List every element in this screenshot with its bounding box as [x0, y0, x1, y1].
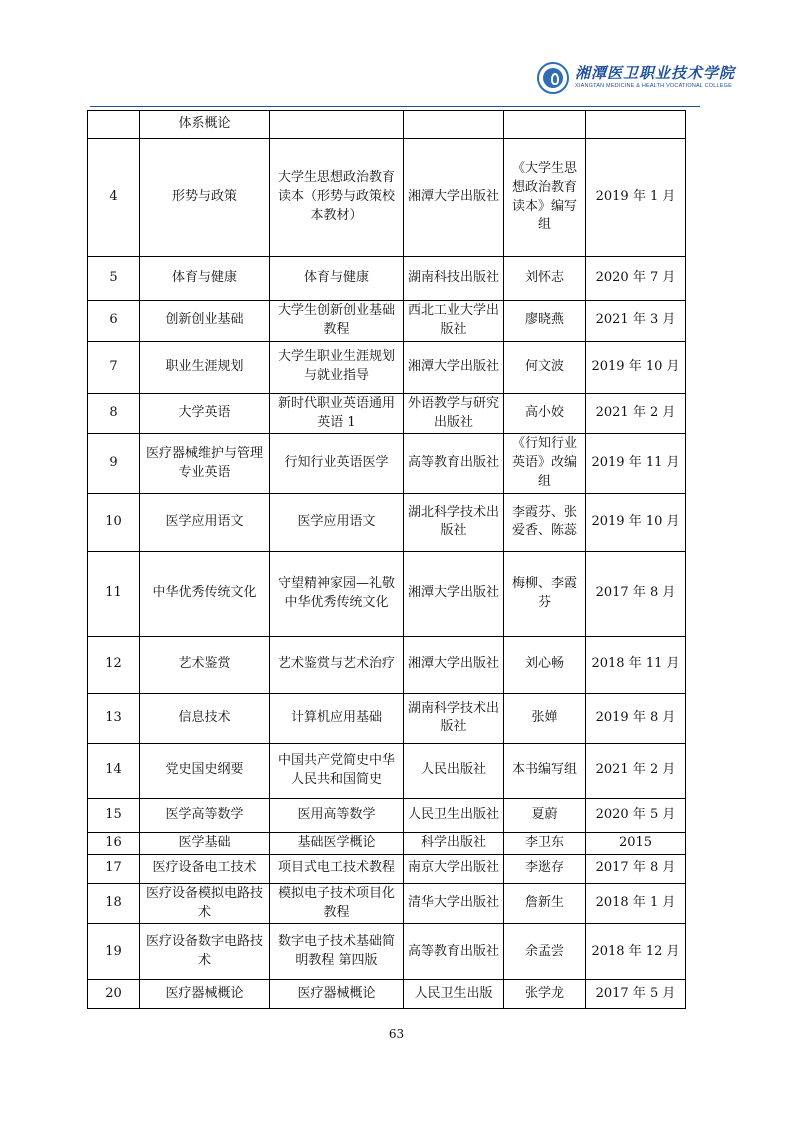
editor-cell: 李霞芬、张爱香、陈蕊 [504, 493, 586, 551]
row-number-cell: 20 [88, 980, 140, 1009]
row-number-cell: 11 [88, 551, 140, 636]
row-number-cell: 4 [88, 139, 140, 257]
editor-cell: 李逖存 [504, 854, 586, 883]
row-number-cell: 17 [88, 854, 140, 883]
publish-date-cell: 2019 年 1 月 [586, 139, 686, 257]
college-logo [537, 62, 735, 94]
table-row [88, 854, 686, 883]
table-row [88, 393, 686, 434]
publisher-cell: 人民出版社 [404, 743, 504, 798]
editor-cell: 夏蔚 [504, 798, 586, 832]
publisher-cell: 人民卫生出版 [404, 980, 504, 1009]
editor-cell: 刘心畅 [504, 636, 586, 693]
publish-date-cell [586, 111, 686, 139]
page-header [0, 0, 793, 110]
editor-cell: 梅柳、李霞芬 [504, 551, 586, 636]
table-row [88, 798, 686, 832]
row-number-cell: 16 [88, 832, 140, 854]
publisher-cell: 外语教学与研究出版社 [404, 393, 504, 434]
publisher-cell: 西北工业大学出版社 [404, 301, 504, 342]
row-number-cell: 19 [88, 924, 140, 980]
course-name-cell: 形势与政策 [140, 139, 270, 257]
textbook-title-cell: 医疗器械概论 [270, 980, 404, 1009]
editor-cell [504, 111, 586, 139]
publisher-cell: 人民卫生出版社 [404, 798, 504, 832]
publisher-cell: 湖北科学技术出版社 [404, 493, 504, 551]
course-name-cell: 医学高等数学 [140, 798, 270, 832]
row-number-cell: 9 [88, 434, 140, 494]
row-number-cell: 18 [88, 883, 140, 924]
publisher-cell: 湖南科技出版社 [404, 257, 504, 301]
table-row [88, 434, 686, 494]
course-name-cell: 职业生涯规划 [140, 341, 270, 393]
table-row [88, 832, 686, 854]
course-name-cell: 体系概论 [140, 111, 270, 139]
publisher-cell: 清华大学出版社 [404, 883, 504, 924]
textbook-title-cell: 大学生思想政治教育读本（形势与政策校本教材） [270, 139, 404, 257]
textbook-title-cell: 新时代职业英语通用英语 1 [270, 393, 404, 434]
textbook-title-cell: 项目式电工技术教程 [270, 854, 404, 883]
textbook-title-cell: 守望精神家园—礼敬中华优秀传统文化 [270, 551, 404, 636]
table-row [88, 551, 686, 636]
editor-cell: 《行知行业英语》改编组 [504, 434, 586, 494]
publish-date-cell: 2017 年 5 月 [586, 980, 686, 1009]
table-row [88, 493, 686, 551]
college-name-en: XIANGTAN MEDICINE & HEALTH VOCATIONAL COLLEGE [575, 83, 733, 90]
editor-cell: 张婵 [504, 693, 586, 743]
college-seal-icon [537, 62, 569, 94]
course-name-cell: 医疗设备模拟电路技术 [140, 883, 270, 924]
textbook-title-cell: 大学生职业生涯规划与就业指导 [270, 341, 404, 393]
publish-date-cell: 2018 年 11 月 [586, 636, 686, 693]
textbook-title-cell: 行知行业英语医学 [270, 434, 404, 494]
table-row [88, 636, 686, 693]
publish-date-cell: 2019 年 8 月 [586, 693, 686, 743]
table-row [88, 111, 686, 139]
course-name-cell: 医疗器械概论 [140, 980, 270, 1009]
course-name-cell: 党史国史纲要 [140, 743, 270, 798]
editor-cell: 詹新生 [504, 883, 586, 924]
table-row [88, 924, 686, 980]
table-row [88, 883, 686, 924]
table-row [88, 301, 686, 342]
publisher-cell: 湖南科学技术出版社 [404, 693, 504, 743]
course-name-cell: 中华优秀传统文化 [140, 551, 270, 636]
publish-date-cell: 2020 年 7 月 [586, 257, 686, 301]
textbook-table [87, 110, 686, 1009]
textbook-title-cell: 中国共产党简史中华人民共和国简史 [270, 743, 404, 798]
row-number-cell: 10 [88, 493, 140, 551]
row-number-cell [88, 111, 140, 139]
table-row [88, 341, 686, 393]
row-number-cell: 15 [88, 798, 140, 832]
publisher-cell: 湘潭大学出版社 [404, 341, 504, 393]
table-row [88, 980, 686, 1009]
college-name-cn: 湘潭医卫职业技术学院 [575, 64, 736, 83]
course-name-cell: 艺术鉴赏 [140, 636, 270, 693]
publish-date-cell: 2020 年 5 月 [586, 798, 686, 832]
publisher-cell: 高等教育出版社 [404, 434, 504, 494]
textbook-title-cell: 计算机应用基础 [270, 693, 404, 743]
course-name-cell: 创新创业基础 [140, 301, 270, 342]
publish-date-cell: 2021 年 3 月 [586, 301, 686, 342]
publish-date-cell: 2018 年 1 月 [586, 883, 686, 924]
publish-date-cell: 2015 [586, 832, 686, 854]
editor-cell: 何文波 [504, 341, 586, 393]
publish-date-cell: 2021 年 2 月 [586, 393, 686, 434]
row-number-cell: 13 [88, 693, 140, 743]
publish-date-cell: 2017 年 8 月 [586, 551, 686, 636]
textbook-title-cell: 基础医学概论 [270, 832, 404, 854]
course-name-cell: 医疗设备电工技术 [140, 854, 270, 883]
header-rule [90, 106, 700, 107]
editor-cell: 张学龙 [504, 980, 586, 1009]
publish-date-cell: 2019 年 10 月 [586, 493, 686, 551]
row-number-cell: 7 [88, 341, 140, 393]
table-row [88, 693, 686, 743]
page-number: 63 [388, 1027, 405, 1041]
textbook-title-cell: 体育与健康 [270, 257, 404, 301]
editor-cell: 廖晓燕 [504, 301, 586, 342]
row-number-cell: 6 [88, 301, 140, 342]
textbook-title-cell [270, 111, 404, 139]
editor-cell: 高小姣 [504, 393, 586, 434]
publish-date-cell: 2018 年 12 月 [586, 924, 686, 980]
row-number-cell: 12 [88, 636, 140, 693]
editor-cell: 本书编写组 [504, 743, 586, 798]
publisher-cell: 湘潭大学出版社 [404, 551, 504, 636]
publish-date-cell: 2021 年 2 月 [586, 743, 686, 798]
publisher-cell: 高等教育出版社 [404, 924, 504, 980]
editor-cell: 余孟尝 [504, 924, 586, 980]
course-name-cell: 医疗器械维护与管理专业英语 [140, 434, 270, 494]
table-row [88, 257, 686, 301]
publish-date-cell: 2017 年 8 月 [586, 854, 686, 883]
publish-date-cell: 2019 年 10 月 [586, 341, 686, 393]
publisher-cell: 湘潭大学出版社 [404, 139, 504, 257]
row-number-cell: 8 [88, 393, 140, 434]
textbook-title-cell: 大学生创新创业基础教程 [270, 301, 404, 342]
editor-cell: 《大学生思想政治教育读本》编写组 [504, 139, 586, 257]
publish-date-cell: 2019 年 11 月 [586, 434, 686, 494]
publisher-cell [404, 111, 504, 139]
table-row [88, 743, 686, 798]
textbook-title-cell: 数字电子技术基础简明教程 第四版 [270, 924, 404, 980]
textbook-title-cell: 医学应用语文 [270, 493, 404, 551]
textbook-title-cell: 医用高等数学 [270, 798, 404, 832]
course-name-cell: 大学英语 [140, 393, 270, 434]
course-name-cell: 医学基础 [140, 832, 270, 854]
editor-cell: 李卫东 [504, 832, 586, 854]
textbook-title-cell: 模拟电子技术项目化教程 [270, 883, 404, 924]
publisher-cell: 科学出版社 [404, 832, 504, 854]
course-name-cell: 信息技术 [140, 693, 270, 743]
editor-cell: 刘怀志 [504, 257, 586, 301]
row-number-cell: 14 [88, 743, 140, 798]
publisher-cell: 南京大学出版社 [404, 854, 504, 883]
course-name-cell: 医学应用语文 [140, 493, 270, 551]
course-name-cell: 体育与健康 [140, 257, 270, 301]
row-number-cell: 5 [88, 257, 140, 301]
textbook-title-cell: 艺术鉴赏与艺术治疗 [270, 636, 404, 693]
table-row [88, 139, 686, 257]
publisher-cell: 湘潭大学出版社 [404, 636, 504, 693]
course-name-cell: 医疗设备数字电路技术 [140, 924, 270, 980]
